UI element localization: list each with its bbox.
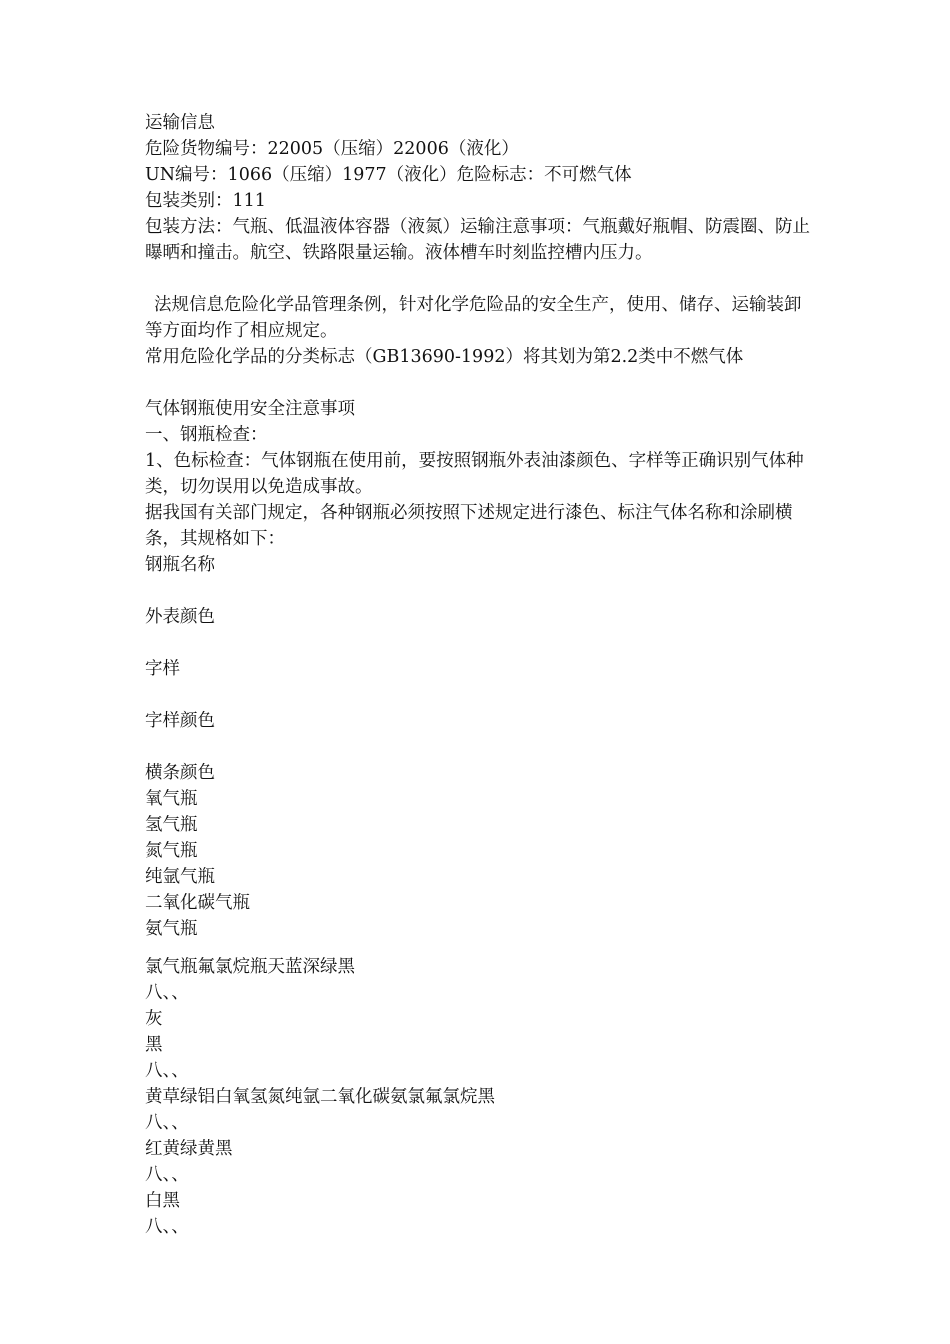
table-header: 字样	[145, 659, 180, 679]
cylinder-name: 氮气瓶	[145, 841, 198, 861]
packing-class: 包装类别：111	[145, 191, 266, 211]
table-tail-line: 黄草绿铝白氧氢氮纯氩二氧化碳氨氯氟氯烷黑	[145, 1087, 495, 1107]
section-cylinder-check: 一、钢瓶检查：	[145, 425, 268, 445]
table-tail-line: 八、、	[145, 1061, 189, 1081]
table-tail-line: 黑	[145, 1035, 163, 1055]
table-tail-line: 氯气瓶氟氯烷瓶天蓝深绿黑	[145, 957, 355, 977]
transport-heading: 运输信息	[145, 113, 215, 133]
table-tail-line: 白黑	[145, 1191, 180, 1211]
dangerous-goods-number: 危险货物编号：22005（压缩）22006（液化）	[145, 139, 519, 159]
cylinder-name: 纯氩气瓶	[145, 867, 215, 887]
table-header: 字样颜色	[145, 711, 215, 731]
spacer	[145, 370, 810, 396]
table-header: 横条颜色	[145, 763, 215, 783]
spacer	[145, 630, 810, 656]
table-tail-line: 八、、	[145, 1113, 189, 1133]
table-header: 外表颜色	[145, 607, 215, 627]
cylinder-name: 二氧化碳气瓶	[145, 893, 250, 913]
safety-title: 气体钢瓶使用安全注意事项	[145, 399, 355, 419]
spacer	[145, 266, 810, 292]
un-number: UN编号：1066（压缩）1977（液化）危险标志：不可燃气体	[145, 165, 632, 185]
table-header: 钢瓶名称	[145, 555, 215, 575]
regulation-rule: 据我国有关部门规定，各种钢瓶必须按照下述规定进行漆色、标注气体名称和涂刷横条，其规格如下：	[145, 503, 793, 549]
table-tail-line: 八、、	[145, 1217, 189, 1237]
item-color-check: 1、色标检查：气体钢瓶在使用前，要按照钢瓶外表油漆颜色、字样等正确识别气体种类，切勿误用以免造成事故。	[145, 451, 804, 497]
spacer	[145, 942, 810, 954]
table-tail-line: 八、、	[145, 983, 189, 1003]
table-tail-line: 八、、	[145, 1165, 189, 1185]
cylinder-name: 氢气瓶	[145, 815, 198, 835]
regulation-classification: 常用危险化学品的分类标志（GB13690-1992）将其划为第2.2类中不燃气体	[145, 347, 744, 367]
spacer	[145, 682, 810, 708]
cylinder-name: 氧气瓶	[145, 789, 198, 809]
cylinder-name: 氨气瓶	[145, 919, 198, 939]
document-page	[145, 110, 810, 1240]
regulation-text: 法规信息危险化学品管理条例，针对化学危险品的安全生产，使用、储存、运输装卸等方面均作了相应规定。	[145, 295, 802, 341]
table-tail-line: 灰	[145, 1009, 163, 1029]
spacer	[145, 578, 810, 604]
table-tail-line: 红黄绿黄黑	[145, 1139, 233, 1159]
spacer	[145, 734, 810, 760]
packing-method: 包装方法：气瓶、低温液体容器（液氮）运输注意事项：气瓶戴好瓶帽、防震圈、防止曝晒和撞击。航空、铁路限量运输。液体槽车时刻监控槽内压力。	[145, 217, 810, 263]
